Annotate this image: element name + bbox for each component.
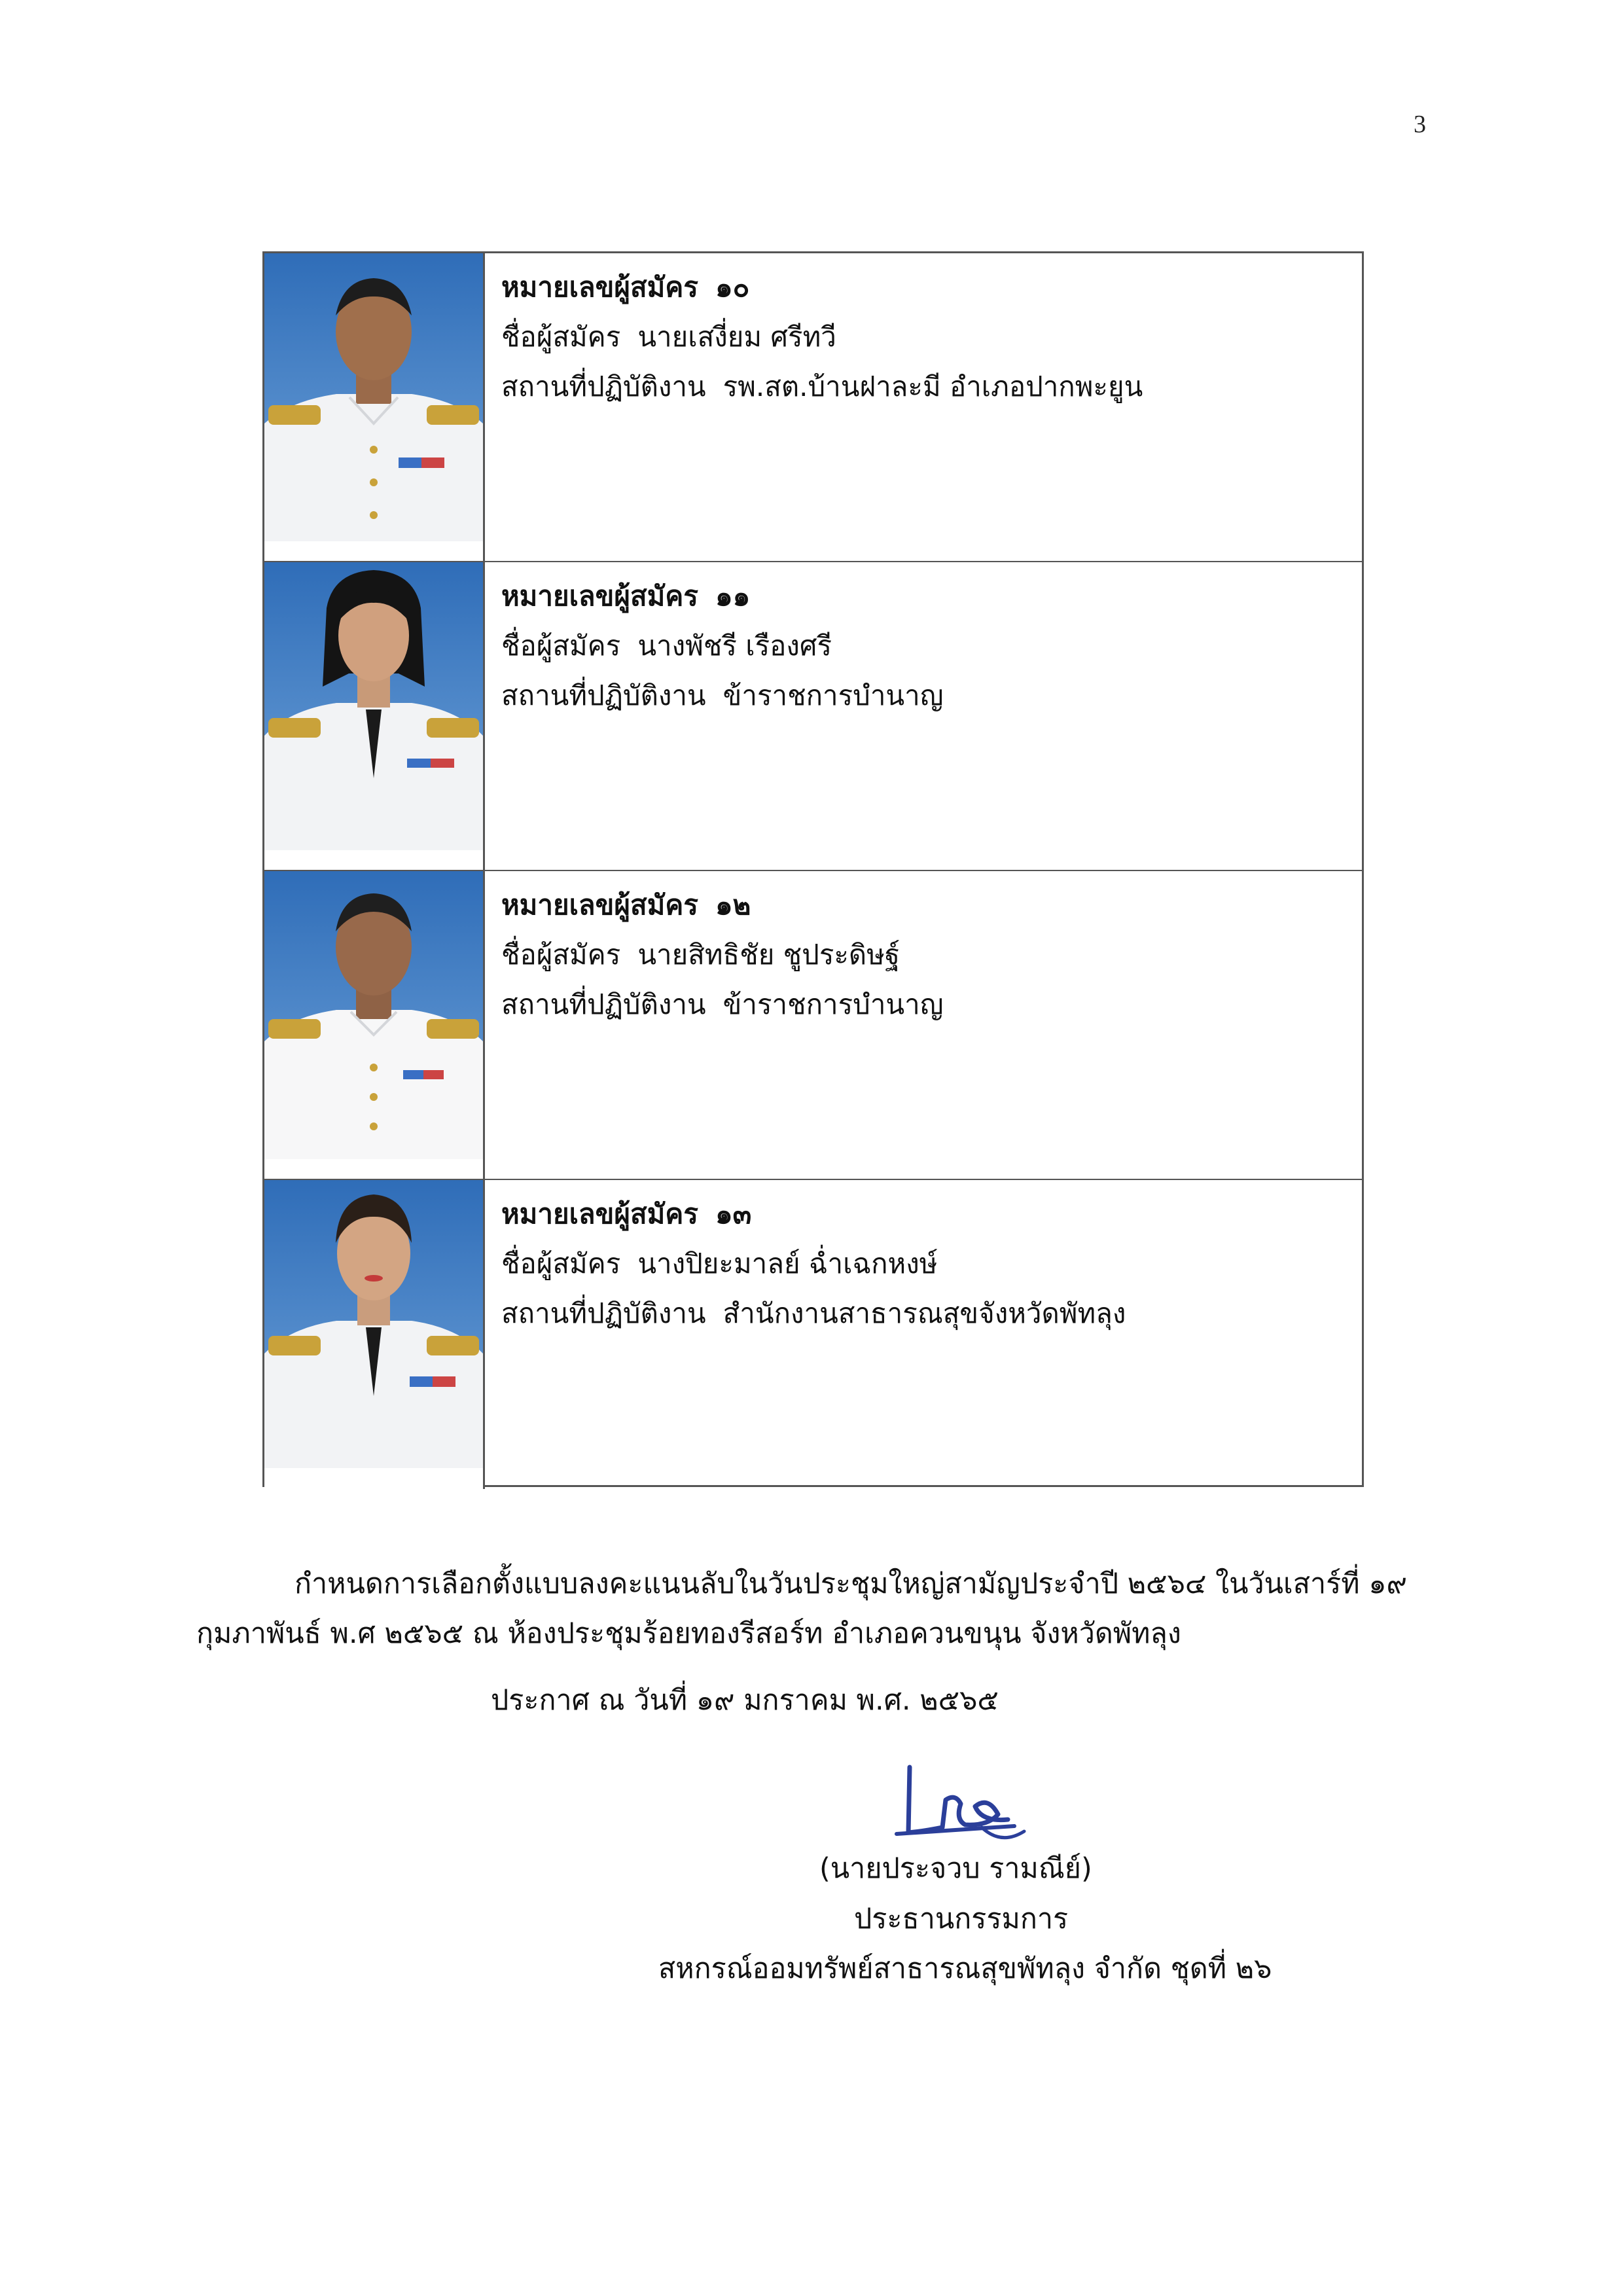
candidate-workplace-line [501, 980, 1349, 1030]
candidate-name: นายเสงี่ยม ศรีทวี [637, 321, 836, 353]
candidate-workplace-label: สถานที่ปฏิบัติงาน [501, 988, 706, 1020]
candidate-workplace: ข้าราชการบำนาญ [722, 679, 944, 711]
candidate-workplace-label: สถานที่ปฏิบัติงาน [501, 1297, 706, 1329]
candidate-number-label: หมายเลขผู้สมัคร [501, 271, 698, 303]
candidate-number-label: หมายเลขผู้สมัคร [501, 889, 698, 921]
candidate-number: ๑๑ [715, 580, 751, 612]
candidate-workplace: สำนักงานสาธารณสุขจังหวัดพัทลุง [722, 1297, 1126, 1329]
candidate-row [264, 253, 1362, 562]
candidate-name-label: ชื่อผู้สมัคร [501, 1247, 621, 1280]
candidate-row [264, 1180, 1362, 1489]
candidate-number-line [501, 1189, 1349, 1239]
page-number: 3 [1414, 111, 1426, 138]
candidate-workplace-label: สถานที่ปฏิบัติงาน [501, 370, 706, 403]
candidate-workplace: รพ.สต.บ้านฝาละมี อำเภอปากพะยูน [722, 370, 1143, 403]
candidate-name: นายสิทธิชัย ชูประดิษฐ์ [637, 939, 901, 971]
notice-line-2: กุมภาพันธ์ พ.ศ ๒๕๖๕ ณ ห้องประชุมร้อยทองรีสอร์ท อำเภอควนขนุน จังหวัดพัทลุง [196, 1617, 1181, 1650]
candidate-number-label: หมายเลขผู้สมัคร [501, 1198, 698, 1230]
candidate-photo [264, 1180, 485, 1489]
candidate-name: นางพัชรี เรืองศรี [637, 630, 832, 662]
candidate-name-label: ชื่อผู้สมัคร [501, 939, 621, 971]
candidate-info [501, 571, 1349, 721]
candidate-name-line [501, 1239, 1349, 1289]
candidate-name-line [501, 312, 1349, 362]
candidate-workplace-label: สถานที่ปฏิบัติงาน [501, 679, 706, 711]
candidate-number-line [501, 880, 1349, 930]
candidate-name-label: ชื่อผู้สมัคร [501, 321, 621, 353]
candidate-name-line [501, 930, 1349, 980]
candidate-name-line [501, 621, 1349, 671]
signatory-organization: สหกรณ์ออมทรัพย์สาธารณสุขพัทลุง จำกัด ชุดที่ ๒๖ [658, 1952, 1272, 1985]
candidate-workplace-line [501, 362, 1349, 412]
candidate-number-line [501, 262, 1349, 312]
candidate-number-line [501, 571, 1349, 621]
candidate-name-label: ชื่อผู้สมัคร [501, 630, 621, 662]
candidate-info [501, 262, 1349, 412]
candidate-row [264, 871, 1362, 1180]
candidate-info [501, 1189, 1349, 1338]
candidate-row [264, 562, 1362, 871]
candidate-workplace-line [501, 671, 1349, 721]
candidate-number-label: หมายเลขผู้สมัคร [501, 580, 698, 612]
candidate-workplace-line [501, 1289, 1349, 1338]
candidate-photo [264, 562, 485, 870]
candidate-photo [264, 253, 485, 561]
candidate-name: นางปิยะมาลย์ ฉ่ำเฉกหงษ์ [637, 1247, 938, 1280]
notice-line-1: กำหนดการเลือกตั้งแบบลงคะแนนลับในวันประชุมใหญ่สามัญประจำปี ๒๕๖๔ ในวันเสาร์ที่ ๑๙ [294, 1568, 1408, 1600]
candidate-table [262, 251, 1364, 1487]
candidate-number: ๑๒ [715, 889, 751, 921]
handwritten-signature [883, 1754, 1054, 1852]
candidate-workplace: ข้าราชการบำนาญ [722, 988, 944, 1020]
candidate-number: ๑๐ [715, 271, 750, 303]
announcement-date: ประกาศ ณ วันที่ ๑๙ มกราคม พ.ศ. ๒๕๖๕ [491, 1684, 999, 1717]
signature-block [654, 1754, 1272, 2016]
signatory-position: ประธานกรรมการ [854, 1903, 1069, 1935]
candidate-photo [264, 871, 485, 1179]
signatory-name: (นายประจวบ รามณีย์) [819, 1852, 1092, 1885]
candidate-number: ๑๓ [715, 1198, 752, 1230]
candidate-info [501, 880, 1349, 1030]
